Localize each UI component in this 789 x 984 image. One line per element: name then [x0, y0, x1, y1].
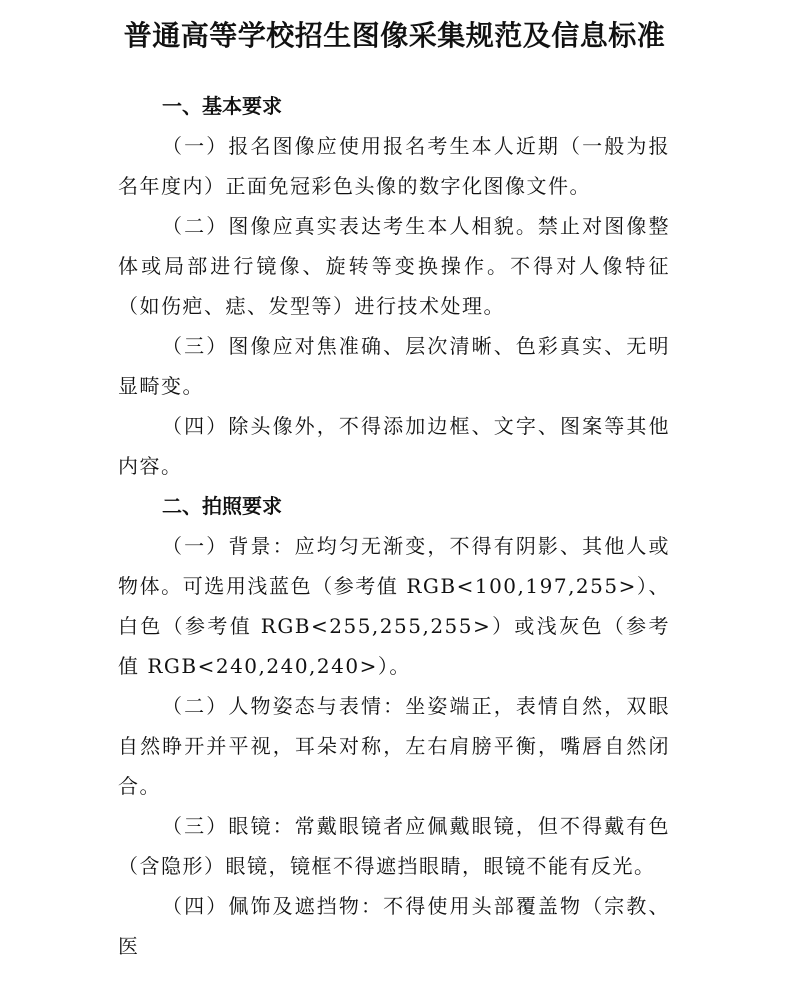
paragraph: （四）佩饰及遮挡物：不得使用头部覆盖物（宗教、医	[118, 894, 670, 958]
paragraph: （一）报名图像应使用报名考生本人近期（一般为报名年度内）正面免冠彩色头像的数字化图像文件。	[118, 134, 670, 198]
section-heading: 二、拍照要求	[162, 494, 282, 518]
document-body	[118, 86, 670, 966]
paragraph: （二）人物姿态与表情：坐姿端正，表情自然，双眼自然睁开并平视，耳朵对称，左右肩膀平衡，嘴唇自然闭合。	[118, 694, 670, 798]
section-photo-requirements	[118, 486, 670, 966]
paragraph: （三）图像应对焦准确、层次清晰、色彩真实、无明显畸变。	[118, 334, 670, 398]
document-title: 普通高等学校招生图像采集规范及信息标准	[123, 19, 666, 52]
paragraph: （四）除头像外，不得添加边框、文字、图案等其他内容。	[118, 414, 670, 478]
paragraph: （三）眼镜：常戴眼镜者应佩戴眼镜，但不得戴有色（含隐形）眼镜，镜框不得遮挡眼睛，眼镜不能有反光。	[118, 814, 670, 878]
paragraph: （二）图像应真实表达考生本人相貌。禁止对图像整体或局部进行镜像、旋转等变换操作。不得对人像特征（如伤疤、痣、发型等）进行技术处理。	[118, 214, 670, 318]
section-heading: 一、基本要求	[162, 94, 282, 118]
section-basic-requirements	[118, 86, 670, 486]
paragraph: （一）背景：应均匀无渐变，不得有阴影、其他人或物体。可选用浅蓝色（参考值 RGB<100,197,255>）、白色（参考值 RGB<255,255,255>）或浅灰色（参考值 RGB<240,240,240>）。	[118, 534, 670, 678]
